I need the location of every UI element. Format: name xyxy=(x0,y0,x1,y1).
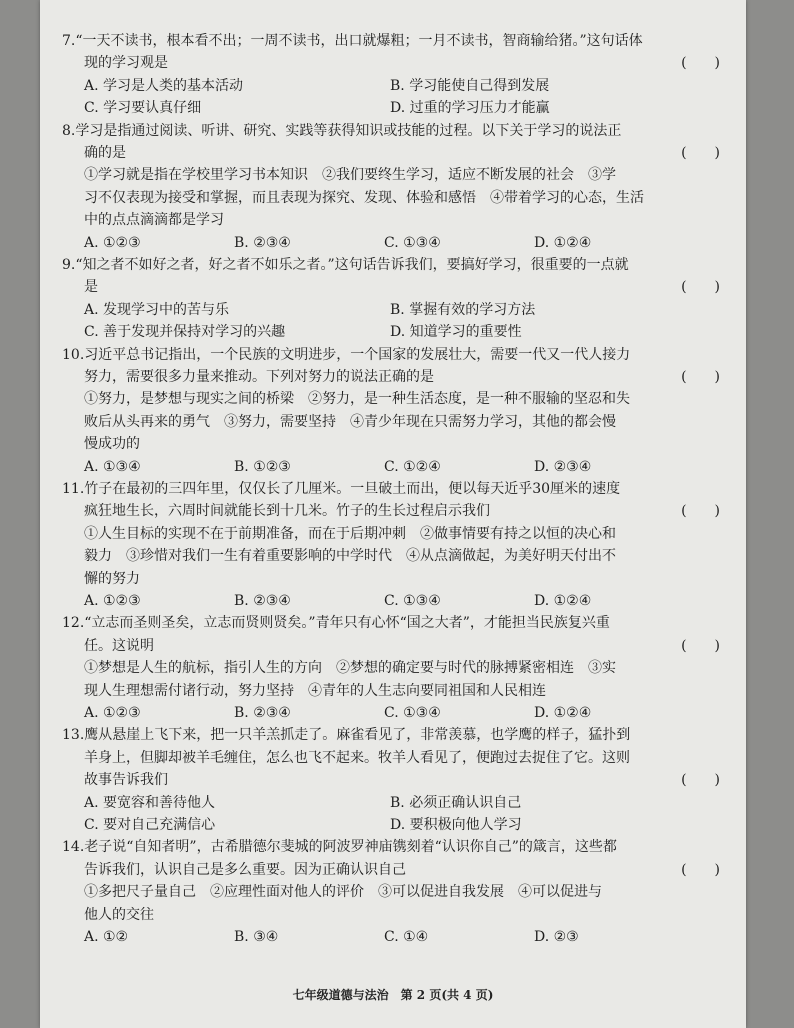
option-row xyxy=(84,75,734,97)
question-stem-continued xyxy=(84,635,734,657)
option-row xyxy=(84,814,734,836)
option-c[interactable]: C. ①②④ xyxy=(384,458,441,475)
option-c[interactable]: C. ①③④ xyxy=(384,593,441,610)
stem-text: 学习是指通过阅读、听讲、研究、实践等获得知识或技能的过程。以下关于学习的说法正 xyxy=(75,122,622,139)
question-stem xyxy=(62,478,734,500)
question-number: 14. xyxy=(62,839,85,856)
option-row xyxy=(84,232,734,254)
option-b[interactable]: B. ②③④ xyxy=(234,705,291,722)
option-row xyxy=(84,97,734,119)
statement-line: 败后从头再来的勇气 ③努力，需要坚持 ④青少年现在只需努力学习，其他的都会慢 xyxy=(84,413,616,430)
question-stem xyxy=(62,612,734,634)
option-a[interactable]: A. ①② xyxy=(84,929,129,946)
question-stem-continued xyxy=(84,276,734,298)
question-number: 9. xyxy=(62,257,76,274)
statement-line: ①学习就是指在学校里学习书本知识 ②我们要终生学习，适应不断发展的社会 ③学 xyxy=(84,167,616,184)
stem-text: “一天不读书，根本看不出；一周不读书，出口就爆粗；一月不读书，智商输给猪。”这句话体 xyxy=(75,33,643,49)
option-d[interactable]: D. 要积极向他人学习 xyxy=(390,817,522,834)
option-a[interactable]: A. ①②③ xyxy=(84,234,141,251)
stem-text: 羊身上，但脚却被羊毛缠住，怎么也飞不起来。牧羊人看见了，便跑过去捉住了它。这则 xyxy=(84,749,630,766)
question-stem xyxy=(62,30,734,52)
option-row xyxy=(84,792,734,814)
option-d[interactable]: D. ①②④ xyxy=(534,705,592,722)
option-b[interactable]: B. 掌握有效的学习方法 xyxy=(390,301,536,318)
question-stem xyxy=(62,254,734,276)
answer-blank[interactable]: ( ) xyxy=(681,503,720,520)
stem-text: 习近平总书记指出，一个民族的文明进步，一个国家的发展壮大，需要一代又一代人接力 xyxy=(84,346,631,363)
stem-text: 任。这说明 xyxy=(84,637,154,654)
option-d[interactable]: D. ②③④ xyxy=(534,458,592,475)
question-14 xyxy=(62,836,734,948)
stem-text: 是 xyxy=(84,279,98,296)
option-c[interactable]: C. 学习要认真仔细 xyxy=(84,100,202,117)
statement-line: ①多把尺子量自己 ②应理性面对他人的评价 ③可以促进自我发展 ④可以促进与 xyxy=(84,884,602,901)
option-c[interactable]: C. ①③④ xyxy=(384,234,441,251)
option-b[interactable]: B. 必须正确认识自己 xyxy=(390,794,522,811)
question-11 xyxy=(62,478,734,612)
stem-text: 现的学习观是 xyxy=(84,55,168,72)
stem-text: 老子说“自知者明”，古希腊德尔斐城的阿波罗神庙镌刻着“认识你自己”的箴言，这些都 xyxy=(84,839,617,856)
question-stem-continued xyxy=(84,859,734,881)
stem-text: 故事告诉我们 xyxy=(84,772,168,789)
question-number: 11. xyxy=(62,481,85,498)
answer-blank[interactable]: ( ) xyxy=(681,637,720,654)
question-number: 12. xyxy=(62,615,85,632)
stem-text: 鹰从悬崖上飞下来，把一只羊羔抓走了。麻雀看见了，非常羡慕，也学鹰的样子，猛扑到 xyxy=(84,727,631,744)
answer-blank[interactable]: ( ) xyxy=(681,772,720,789)
statement-line: ①努力，是梦想与现实之间的桥梁 ②努力，是一种生活态度，是一种不服输的坚忍和失 xyxy=(84,391,630,408)
option-d[interactable]: D. ①②④ xyxy=(534,234,592,251)
stem-text: 努力，需要很多力量来推动。下列对努力的说法正确的是 xyxy=(84,369,434,386)
statement-line: 现人生理想需付诸行动，努力坚持 ④青年的人生志向要同祖国和人民相连 xyxy=(84,682,546,699)
question-stem-continued xyxy=(84,747,734,769)
answer-blank[interactable]: ( ) xyxy=(681,369,720,386)
answer-blank[interactable]: ( ) xyxy=(681,861,720,878)
option-a[interactable]: A. 学习是人类的基本活动 xyxy=(84,77,244,94)
question-stem xyxy=(62,724,734,746)
option-a[interactable]: A. 要宽容和善待他人 xyxy=(84,794,216,811)
statement-line: 他人的交往 xyxy=(84,906,154,923)
option-row xyxy=(84,702,734,724)
option-c[interactable]: C. ①④ xyxy=(384,929,429,946)
option-row xyxy=(84,299,734,321)
answer-blank[interactable]: ( ) xyxy=(681,279,720,296)
exam-page xyxy=(40,0,746,1028)
question-10 xyxy=(62,344,734,478)
stem-text: 告诉我们，认识自己是多么重要。因为正确认识自己 xyxy=(84,861,406,878)
statement-line: 习不仅表现为接受和掌握，而且表现为探究、发现、体验和感悟 ④带着学习的心态，生活 xyxy=(84,189,644,206)
stem-text: “立志而圣则圣矣，立志而贤则贤矣。”青年只有心怀“国之大者”，才能担当民族复兴重 xyxy=(84,615,610,632)
option-a[interactable]: A. ①②③ xyxy=(84,593,141,610)
statement-line: 慢成功的 xyxy=(84,436,140,453)
stem-text: 疯狂地生长，六周时间就能长到十几米。竹子的生长过程启示我们 xyxy=(84,503,490,520)
question-stem-continued xyxy=(84,142,734,164)
question-stem-continued xyxy=(84,52,734,74)
option-d[interactable]: D. ②③ xyxy=(534,929,579,946)
question-stem xyxy=(62,344,734,366)
statement-line: 懈的努力 xyxy=(84,570,140,587)
option-a[interactable]: A. ①③④ xyxy=(84,458,141,475)
question-number: 8. xyxy=(62,122,76,139)
option-b[interactable]: B. ②③④ xyxy=(234,593,291,610)
option-a[interactable]: A. 发现学习中的苦与乐 xyxy=(84,301,230,318)
answer-blank[interactable]: ( ) xyxy=(681,55,720,72)
question-stem xyxy=(62,836,734,858)
question-8 xyxy=(62,120,734,254)
question-stem-continued xyxy=(84,769,734,791)
option-row xyxy=(84,321,734,343)
statement-line: 中的点点滴滴都是学习 xyxy=(84,212,224,229)
stem-text: 竹子在最初的三四年里，仅仅长了几厘米。一旦破土而出，便以每天近乎30厘米的速度 xyxy=(84,481,621,498)
question-list xyxy=(62,30,734,948)
option-a[interactable]: A. ①②③ xyxy=(84,705,141,722)
option-c[interactable]: C. 要对自己充满信心 xyxy=(84,817,216,834)
question-number: 7. xyxy=(62,33,76,49)
option-d[interactable]: D. 知道学习的重要性 xyxy=(390,324,522,341)
stem-text: 确的是 xyxy=(84,145,126,161)
question-12 xyxy=(62,612,734,724)
page-footer: 七年级道德与法治 第 2 页(共 4 页) xyxy=(292,988,494,1002)
statement-line: ①梦想是人生的航标，指引人生的方向 ②梦想的确定要与时代的脉搏紧密相连 ③实 xyxy=(84,660,616,677)
stem-text: “知之者不如好之者，好之者不如乐之者。”这句话告诉我们，要搞好学习，很重要的一点就 xyxy=(75,257,629,274)
question-13 xyxy=(62,724,734,836)
option-c[interactable]: C. ①③④ xyxy=(384,705,441,722)
option-c[interactable]: C. 善于发现并保持对学习的兴趣 xyxy=(84,324,286,341)
option-row xyxy=(84,590,734,612)
option-row xyxy=(84,926,734,948)
option-d[interactable]: D. ①②④ xyxy=(534,593,592,610)
question-number: 10. xyxy=(62,346,85,363)
statement-line: ①人生目标的实现不在于前期准备，而在于后期冲刺 ②做事情要有持之以恒的决心和 xyxy=(84,525,616,542)
option-row xyxy=(84,456,734,478)
option-b[interactable]: B. ②③④ xyxy=(234,234,291,251)
statement-line: 毅力 ③珍惜对我们一生有着重要影响的中学时代 ④从点滴做起，为美好明天付出不 xyxy=(84,548,616,565)
option-b[interactable]: B. ③④ xyxy=(234,929,279,946)
question-7 xyxy=(62,30,734,120)
question-number: 13. xyxy=(62,727,85,744)
option-b[interactable]: B. ①②③ xyxy=(234,458,291,475)
answer-blank[interactable]: ( ) xyxy=(681,145,720,161)
option-d[interactable]: D. 过重的学习压力才能赢 xyxy=(390,100,550,117)
question-stem xyxy=(62,120,734,142)
option-b[interactable]: B. 学习能使自己得到发展 xyxy=(390,77,550,94)
question-stem-continued xyxy=(84,366,734,388)
question-9 xyxy=(62,254,734,344)
question-stem-continued xyxy=(84,500,734,522)
